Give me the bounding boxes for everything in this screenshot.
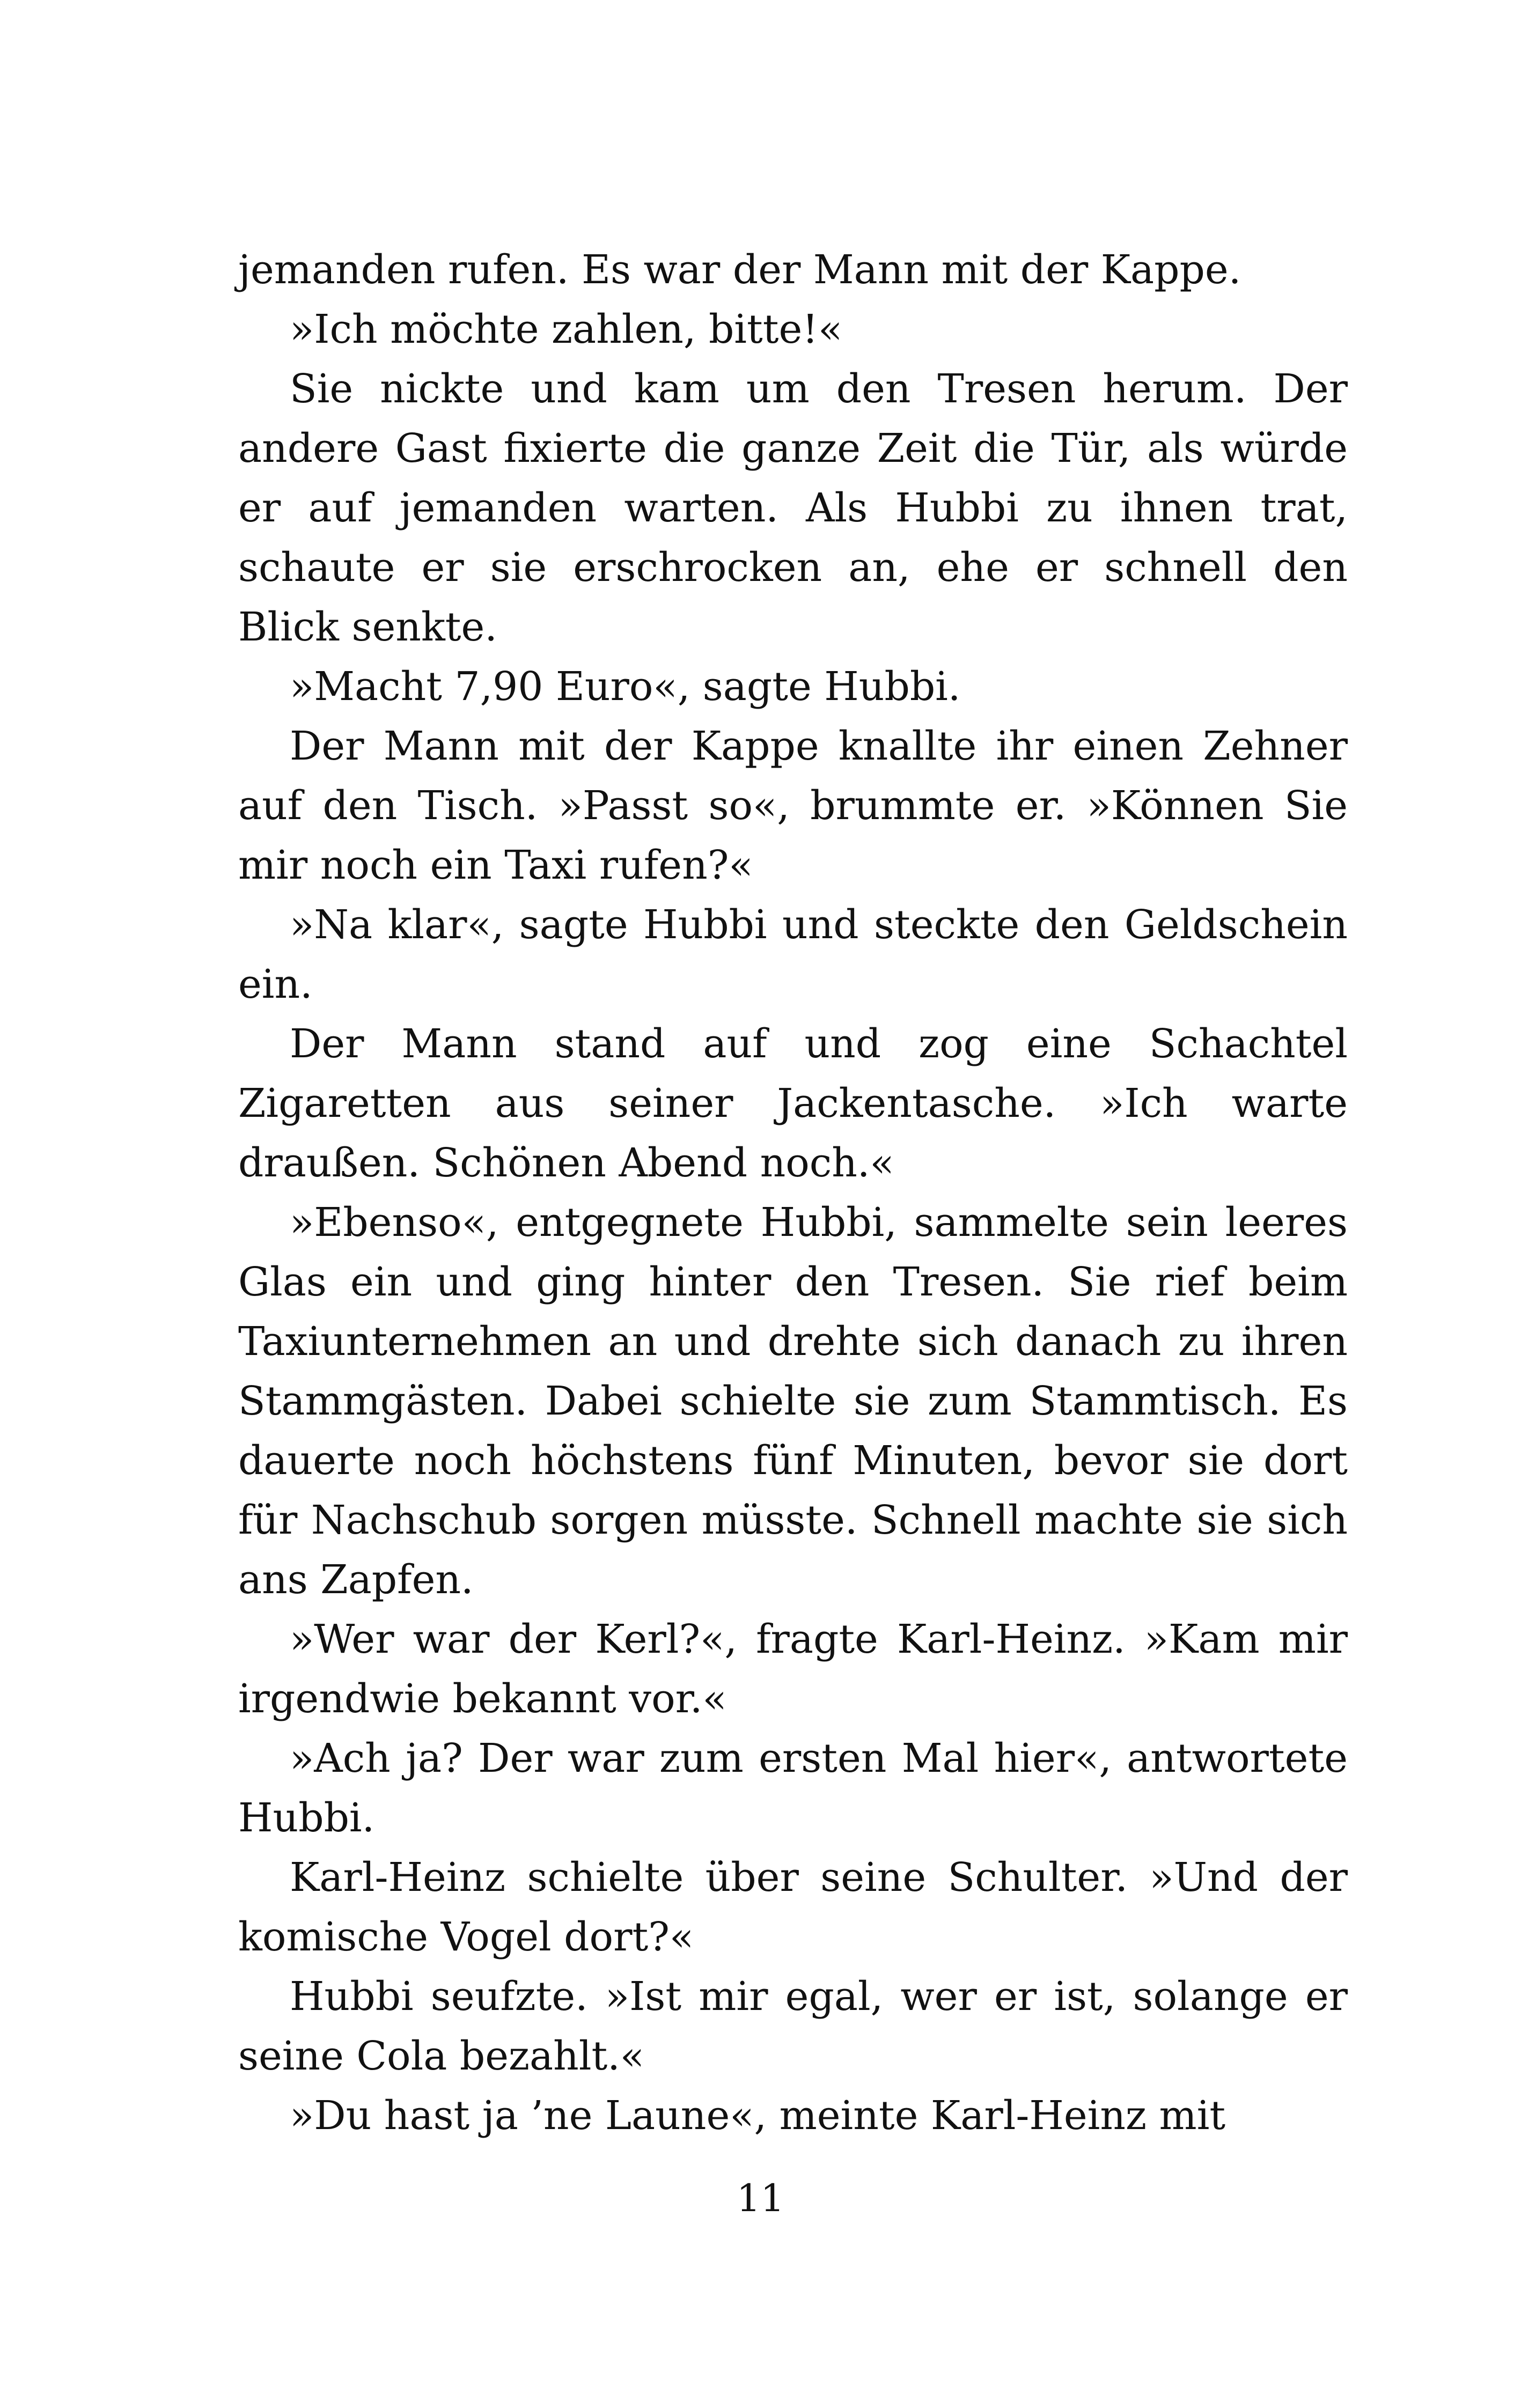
paragraph: Der Mann mit der Kappe knallte ihr einen Zehner auf den Tisch. »Passt so«, brummte er. »Können Sie mir noch ein Taxi rufen?« [238,723,1348,888]
paragraph: »Macht 7,90 Euro«, sagte Hubbi. [290,664,961,710]
paragraph: Hubbi seufzte. »Ist mir egal, wer er ist, solange er seine Cola bezahlt.« [238,1973,1348,2079]
paragraph: Karl-Heinz schielte über seine Schulter. »Und der komische Vogel dort?« [238,1854,1348,1960]
paragraph-continuation: jemanden rufen. Es war der Mann mit der Kappe. [238,247,1241,293]
paragraph: »Du hast ja ’ne Laune«, meinte Karl-Heinz mit [290,2093,1226,2139]
body-text [238,240,1348,2146]
paragraph: »Ach ja? Der war zum ersten Mal hier«, antwortete Hubbi. [238,1735,1348,1841]
paragraph: »Ebenso«, entgegnete Hubbi, sammelte sein leeres Glas ein und ging hinter den Tresen. Sie rief beim Taxiunternehmen an und drehte sich danach zu ihren Stammgästen. Dabei schielte sie zum Stammtisch. Es dauerte noch höchstens fünf Minuten, bevor sie dort für Nachschub sorgen müsste. Schnell machte sie sich ans Zapfen. [238,1199,1348,1603]
paragraph: »Wer war der Kerl?«, fragte Karl-Heinz. »Kam mir irgendwie bekannt vor.« [238,1616,1348,1722]
paragraph: »Na klar«, sagte Hubbi und steckte den Geldschein ein. [238,902,1348,1007]
paragraph: Sie nickte und kam um den Tresen herum. Der andere Gast fixierte die ganze Zeit die Tür, als würde er auf jemanden warten. Als Hubbi zu ihnen trat, schaute er sie erschrocken an, ehe er schnell den Blick senkte. [238,366,1348,650]
page-number: 11 [736,2176,785,2220]
paragraph: Der Mann stand auf und zog eine Schachtel Zigaretten aus seiner Jackentasche. »Ich warte draußen. Schönen Abend noch.« [238,1021,1348,1186]
paragraph: »Ich möchte zahlen, bitte!« [290,306,843,352]
